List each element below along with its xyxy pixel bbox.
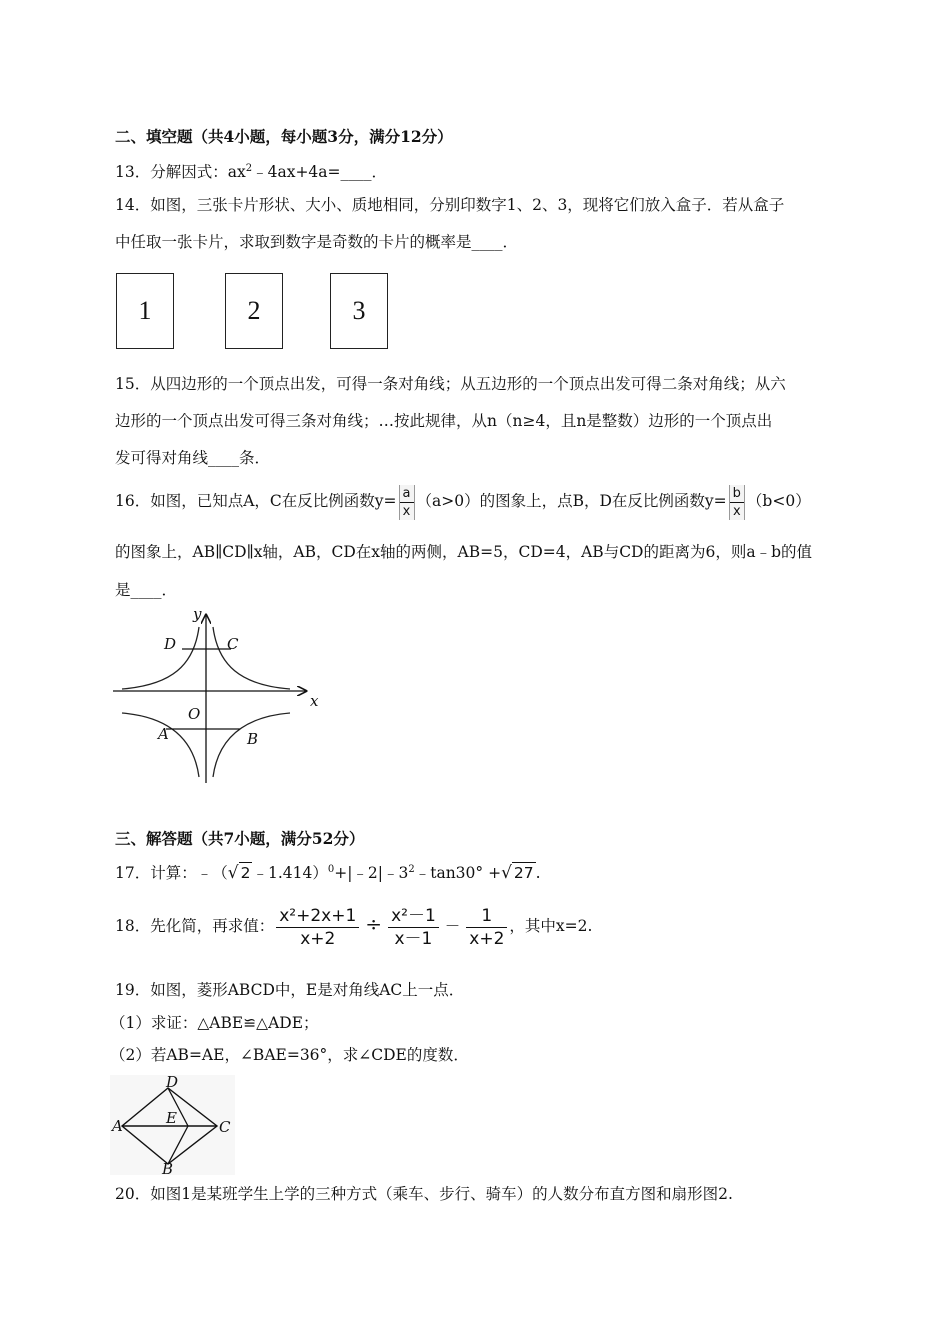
label-o: O xyxy=(188,705,201,723)
number-card-3: 3 xyxy=(330,273,388,349)
rhombus-figure xyxy=(110,1075,235,1175)
label-d: D xyxy=(166,1075,179,1091)
curve-d xyxy=(122,627,199,689)
label-a: A xyxy=(112,1117,123,1135)
fraction-b-over-x: $\frac{b}{x}$ xyxy=(729,485,745,520)
section3-heading: 三、解答题（共7小题，满分52分） xyxy=(115,829,365,848)
question-20-line1: 20．如图1是某班学生上学的三种方式（乘车、步行、骑车）的人数分布直方图和扇形图2. xyxy=(115,1185,733,1203)
section2-heading: 二、填空题（共4小题，每小题3分，满分12分） xyxy=(115,127,453,146)
question-16-line3: 是____． xyxy=(115,581,178,599)
question-16-line2: 的图象上，AB∥CD∥x轴，AB，CD在x轴的两侧，AB=5，CD=4，AB与CD的距离为6，则a﹣b的值 xyxy=(115,543,813,561)
number-card-2: 2 xyxy=(225,273,283,349)
label-c: C xyxy=(227,635,239,653)
question-18: 18．先化简，再求值： $\frac{\text{x²+2x+1}}{x+2}$ ÷ $\frac{\text{x²－1}}{x-1}$ － $\frac{1}{x+2}$ ，其中x=2. xyxy=(115,905,593,949)
fraction-2: $\frac{\text{x²－1}}{x-1}$ xyxy=(388,905,439,950)
curve-c xyxy=(213,627,290,689)
question-13: 13．分解因式：$ax^2﹣4ax+4a=\_\_\_\_$． xyxy=(115,162,388,181)
question-17: 17．计算：﹣（√ 2 $﹣1.414)^0+|﹣2|﹣3^2﹣\tan 30^\circ$ +√ 27 . xyxy=(115,863,541,883)
label-b: B xyxy=(162,1160,174,1175)
fraction-3: $\frac{1}{x+2}$ xyxy=(466,905,507,950)
question-14-line1: 14．如图，三张卡片形状、大小、质地相同，分别印数字1、2、3，现将它们放入盒子．若从盒子 xyxy=(115,196,785,214)
question-19-line3: （2）若AB=AE，∠BAE=36°，求∠CDE的度数． xyxy=(110,1046,469,1064)
fraction-a-over-x: $\frac{a}{x}$ xyxy=(399,485,415,520)
label-y: y xyxy=(193,605,202,623)
fraction-1: $\frac{\text{x²+2x+1}}{x+2}$ xyxy=(276,905,359,950)
question-15-line1: 15．从四边形的一个顶点出发，可得一条对角线；从五边形的一个顶点出发可得二条对角线；从六 xyxy=(115,375,786,393)
question-19-line2: （1）求证：△ABE≌△ADE； xyxy=(110,1014,319,1032)
label-a: A xyxy=(158,725,169,743)
question-19-line1: 19．如图，菱形ABCD中，E是对角线AC上一点． xyxy=(115,981,465,999)
label-c: C xyxy=(219,1118,231,1136)
label-b: B xyxy=(247,730,259,748)
number-card-1: 1 xyxy=(116,273,174,349)
question-15-line2: 边形的一个顶点出发可得三条对角线；…按此规律，从n（n≥4，且n是整数）边形的一个顶点出 xyxy=(115,412,773,430)
question-16-line1: 16．如图，已知点A，C在反比例函数y= $\frac{a}{x}$ （a>0）的图象上，点B，D在反比例函数y= $\frac{b}{x}$ （b<0） xyxy=(115,485,811,519)
label-e: E xyxy=(166,1109,177,1127)
label-x: x xyxy=(310,692,319,710)
label-d: D xyxy=(164,635,177,653)
hyperbola-figure xyxy=(110,605,330,785)
question-15-line3: 发可得对角线____条． xyxy=(115,449,271,467)
question-14-line2: 中任取一张卡片，求取到数字是奇数的卡片的概率是____． xyxy=(115,233,519,251)
